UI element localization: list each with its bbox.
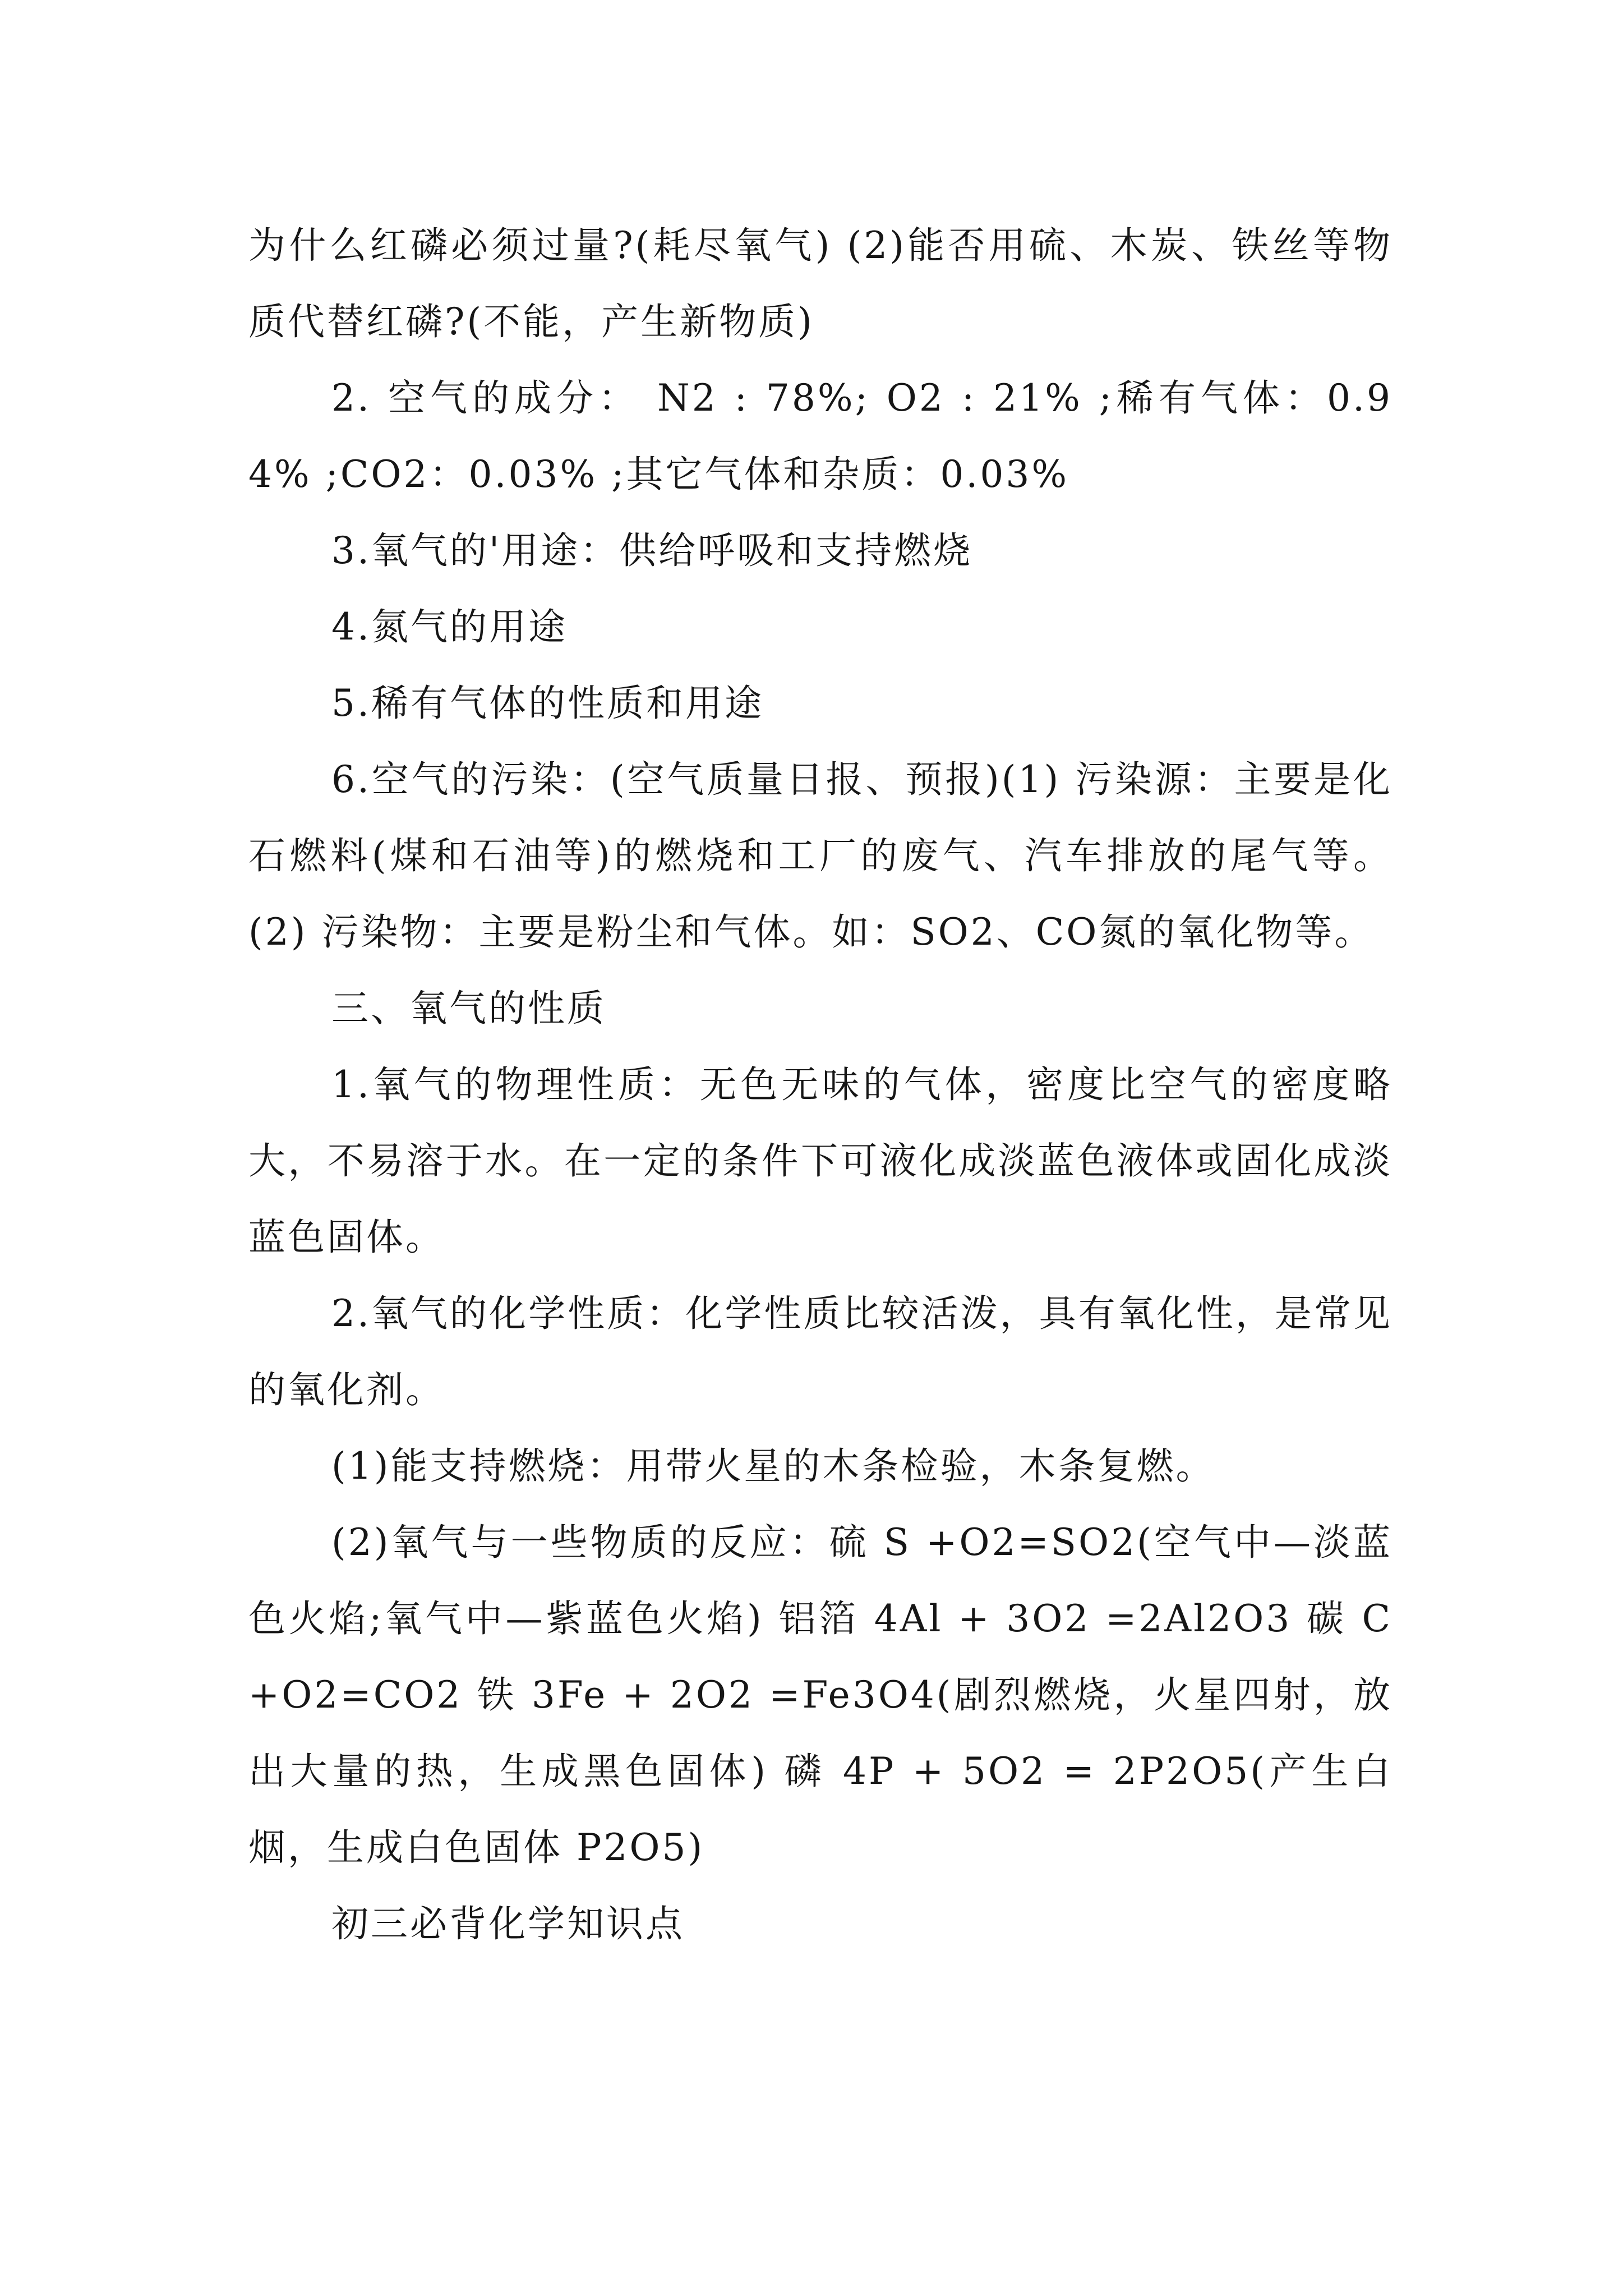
- paragraph-oxygen-reactions: (2)氧气与一些物质的反应：硫 S +O2=SO2(空气中—淡蓝色火焰;氧气中—紫蓝色火焰) 铝箔 4Al + 3O2 =2Al2O3 碳 C+O2=CO2 铁 3Fe + 2O2 =Fe3O4(剧烈燃烧，火星四射，放出大量的热，生成黑色固体) 磷 4P + 5O2 = 2P2O5(产生白烟，生成白色固体 P2O5): [248, 1521, 1393, 1869]
- paragraph-air-pollution: 6.空气的污染：(空气质量日报、预报)(1) 污染源：主要是化石燃料(煤和石油等)的燃烧和工厂的废气、汽车排放的尾气等。(2) 污染物：主要是粉尘和气体。如：SO2、CO氮的氧化物等。: [248, 758, 1393, 954]
- paragraph-section-title: 初三必背化学知识点: [331, 1902, 685, 1945]
- paragraph-supports-combustion: (1)能支持燃烧：用带火星的木条检验，木条复燃。: [331, 1444, 1215, 1488]
- section-heading-oxygen-properties: 三、氧气的性质: [331, 987, 606, 1030]
- paragraph-red-phosphorus-questions: 为什么红磷必须过量?(耗尽氧气) (2)能否用硫、木炭、铁丝等物质代替红磷?(不能，产生新物质): [248, 224, 1393, 343]
- paragraph-oxygen-physical-properties: 1.氧气的物理性质：无色无味的气体，密度比空气的密度略大，不易溶于水。在一定的条件下可液化成淡蓝色液体或固化成淡蓝色固体。: [248, 1063, 1393, 1259]
- document-body: [248, 208, 1393, 1962]
- paragraph-oxygen-uses: 3.氧气的'用途：供给呼吸和支持燃烧: [331, 529, 973, 572]
- paragraph-noble-gases: 5.稀有气体的性质和用途: [331, 682, 764, 725]
- paragraph-oxygen-chemical-properties: 2.氧气的化学性质：化学性质比较活泼，具有氧化性，是常见的氧化剂。: [248, 1292, 1393, 1411]
- paragraph-nitrogen-uses: 4.氮气的用途: [331, 605, 568, 648]
- paragraph-air-composition: 2. 空气的成分： N2 : 78%; O2 : 21% ;稀有气体：0.94% ;CO2：0.03% ;其它气体和杂质：0.03%: [248, 376, 1393, 496]
